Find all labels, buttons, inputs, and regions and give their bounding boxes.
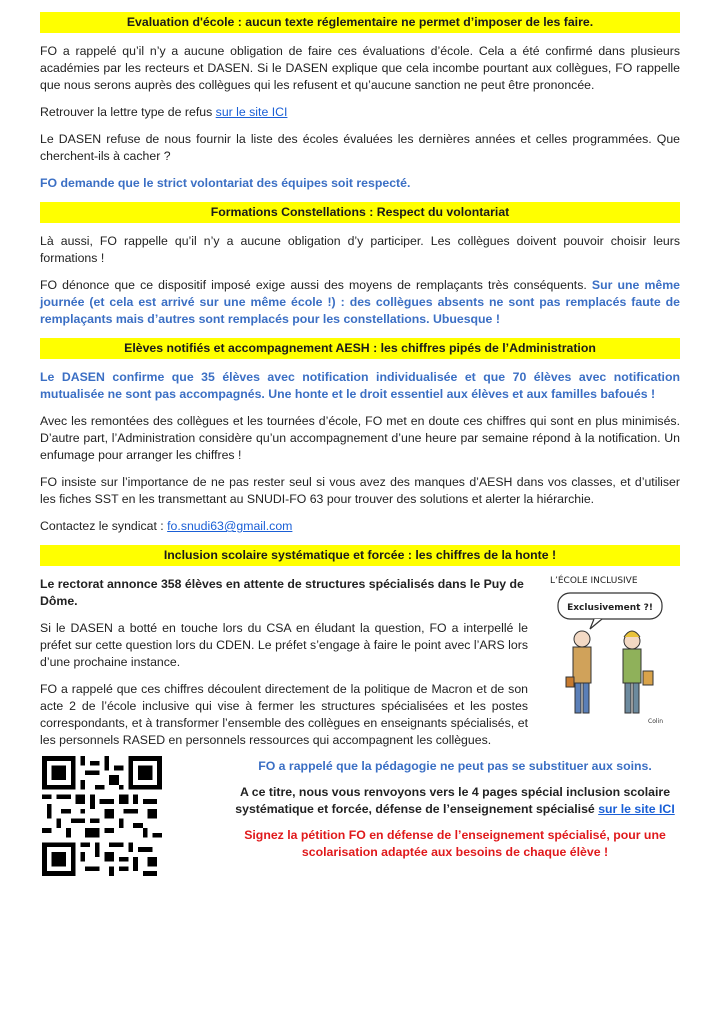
figure-head [574, 631, 590, 647]
paragraph-emphasis: Sur une même journée (et cela est arrivé sur une même école !) : des collègues absents ne sont pas remplacés faute de remplaçants mais d’autres sont remplacés pour les constellations. Ubuesque ! [40, 278, 680, 326]
qr-code-icon[interactable] [42, 756, 162, 876]
paragraph: FO a rappelé que ces chiffres découlent directement de la politique de Macron et de son acte 2 de l’école inclusive qui vise à fermer les structures spécialisées et les postes correspondants, et à transformer l’ensemble des collègues en enseignants spécialisés, et les personnels RASED en personnels ressources qui accompagnent les collègues. [40, 682, 528, 747]
paragraph: FO insiste sur l’importance de ne pas rester seul si vous avez des manques d’AESH dans vos classes, et d’utiliser les fiches SST en les transmettant au SNUDI-FO 63 pour trouver des solutions et alerter la hiérarchie. [40, 475, 680, 506]
cartoon-bubble-text: Exclusivement ?! [567, 603, 653, 613]
paragraph-text: FO dénonce que ce dispositif imposé exige aussi des moyens de remplaçants très conséquents. [40, 278, 592, 292]
pedagogy-statement: FO a rappelé que la pédagogie ne peut pas se substituer aux soins. [258, 759, 652, 773]
petition-call: Signez la pétition FO en défense de l’enseignement spécialisé, pour une scolarisation adaptée aux besoins de chaque élève ! [244, 828, 666, 859]
cartoon-illustration [540, 567, 680, 727]
paragraph: Avec les remontées des collègues et les tournées d’école, FO met en doute ces chiffres qui sont en plus minimisés. D’autre part, l’Administration considère qu’un accompagnement d’une heure par semaine répond à la notification. Un enfumage pour arranger les chiffres ! [40, 414, 680, 462]
cartoon-title: L’ÉCOLE INCLUSIVE [550, 576, 638, 586]
paragraph [40, 104, 680, 121]
section-heading-inclusion: Inclusion scolaire systématique et forcée : les chiffres de la honte ! [40, 545, 680, 566]
paragraph [40, 277, 680, 328]
figure-leg [575, 683, 581, 713]
section-heading-evaluation: Evaluation d'école : aucun texte réglementaire ne permet d’imposer de les faire. [40, 12, 680, 33]
refusal-letter-link[interactable]: sur le site ICI [215, 105, 288, 119]
section-heading-aesh: Elèves notifiés et accompagnement AESH : les chiffres pipés de l’Administration [40, 338, 680, 359]
figure-bag [643, 671, 653, 685]
paragraph-bold: Le rectorat annonce 358 élèves en attente de structures spécialisés dans le Puy de Dôme. [40, 577, 524, 608]
cartoon-signature: Colin [648, 718, 663, 725]
section-inclusion [40, 545, 680, 749]
paragraph-emphasis: Le DASEN confirme que 35 élèves avec notification individualisée et que 70 élèves avec notification mutualisée ne sont pas accompagnés. Une honte et le droit essentiel aux élèves et aux familles bafoués ! [40, 370, 680, 401]
section-heading-constellations: Formations Constellations : Respect du volontariat [40, 202, 680, 223]
figure-hair [624, 631, 640, 637]
bottom-block [40, 756, 680, 906]
paragraph-text: A ce titre, nous vous renvoyons vers le 4 pages spécial inclusion scolaire systématique et forcée, défense de l’enseignement spécialisé [235, 785, 671, 816]
paragraph-text: Retrouver la lettre type de refus [40, 105, 216, 119]
paragraph-bold [210, 784, 700, 818]
bubble-tail [590, 619, 602, 629]
four-pages-link[interactable]: sur le site ICI [598, 802, 675, 816]
paragraph-text: Contactez le syndicat : [40, 519, 168, 533]
document-page [40, 12, 680, 759]
paragraph: FO a rappelé qu’il n’y a aucune obligation de faire ces évaluations d’école. Cela a été confirmé dans plusieurs académies par les recteurs et DASEN. Si le DASEN explique que cela incombe pourtant aux collègues, FO rappelle que nous serons auprès des collègues qui les refusent et qu’aucune sanction ne peut être prononcée. [40, 44, 680, 92]
paragraph [40, 518, 680, 535]
figure-leg [625, 683, 631, 713]
figure-leg [583, 683, 589, 713]
paragraph-emphasis: FO demande que le strict volontariat des équipes soit respecté. [40, 176, 411, 190]
figure-bag [566, 677, 574, 687]
paragraph: Le DASEN refuse de nous fournir la liste des écoles évaluées les dernières années et celles programmées. Que cherchent-ils à cacher ? [40, 132, 680, 163]
paragraph: Si le DASEN a botté en touche lors du CSA en éludant la question, FO a interpellé le préfet sur cette question lors du CDEN. Le préfet s’engage à faire le point avec l’ARS lors d’une prochaine instance. [40, 621, 528, 669]
email-link[interactable]: fo.snudi63@gmail.com [167, 519, 293, 533]
paragraph: Là aussi, FO rappelle qu’il n’y a aucune obligation d’y participer. Les collègues doivent pouvoir choisir leurs formations ! [40, 234, 680, 265]
figure-body [573, 647, 591, 683]
figure-leg [633, 683, 639, 713]
figure-body [623, 649, 641, 683]
